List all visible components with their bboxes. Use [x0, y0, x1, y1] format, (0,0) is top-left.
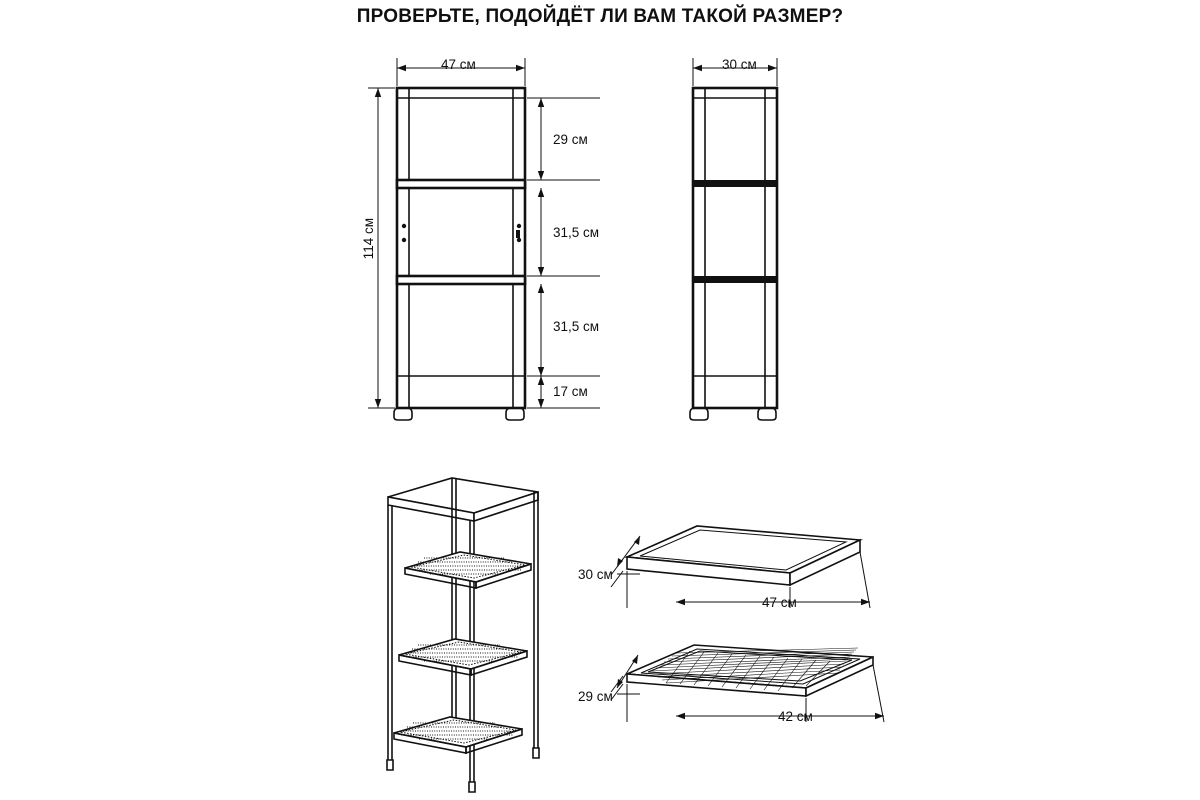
isometric-view-group [387, 478, 539, 792]
dim-top-panel-width [627, 552, 870, 608]
dim-top-panel-depth [611, 536, 640, 587]
dim-label-front-gap-2: 31,5 см [553, 225, 600, 240]
dim-label-top-panel-width: 47 см [762, 595, 797, 610]
dim-label-top-panel-depth: 30 см [578, 567, 613, 582]
top-panel-part-group [627, 526, 860, 585]
dim-label-front-gap-3: 31,5 см [553, 319, 600, 334]
page-title: ПРОВЕРЬТЕ, ПОДОЙДЁТ ЛИ ВАМ ТАКОЙ РАЗМЕР? [356, 6, 844, 27]
dim-label-mesh-shelf-width: 42 см [778, 709, 813, 724]
dim-mesh-shelf-width [627, 665, 884, 722]
dim-label-mesh-shelf-depth: 29 см [578, 689, 613, 704]
iso-mesh-shelf-2 [399, 639, 527, 675]
front-view-group [394, 88, 525, 420]
iso-mesh-shelf-3 [394, 717, 522, 753]
dim-label-side-depth: 30 см [722, 57, 757, 72]
dim-mesh-shelf-depth [611, 655, 640, 700]
dim-label-front-width: 47 см [441, 57, 476, 72]
mesh-shelf-part-group [627, 645, 873, 696]
dim-label-front-gap-1: 29 см [553, 132, 588, 147]
iso-mesh-shelf-1 [405, 552, 531, 588]
side-view-group [690, 88, 777, 420]
dim-label-front-total-height: 114 см [361, 218, 376, 260]
dim-label-front-gap-4: 17 см [553, 384, 588, 399]
